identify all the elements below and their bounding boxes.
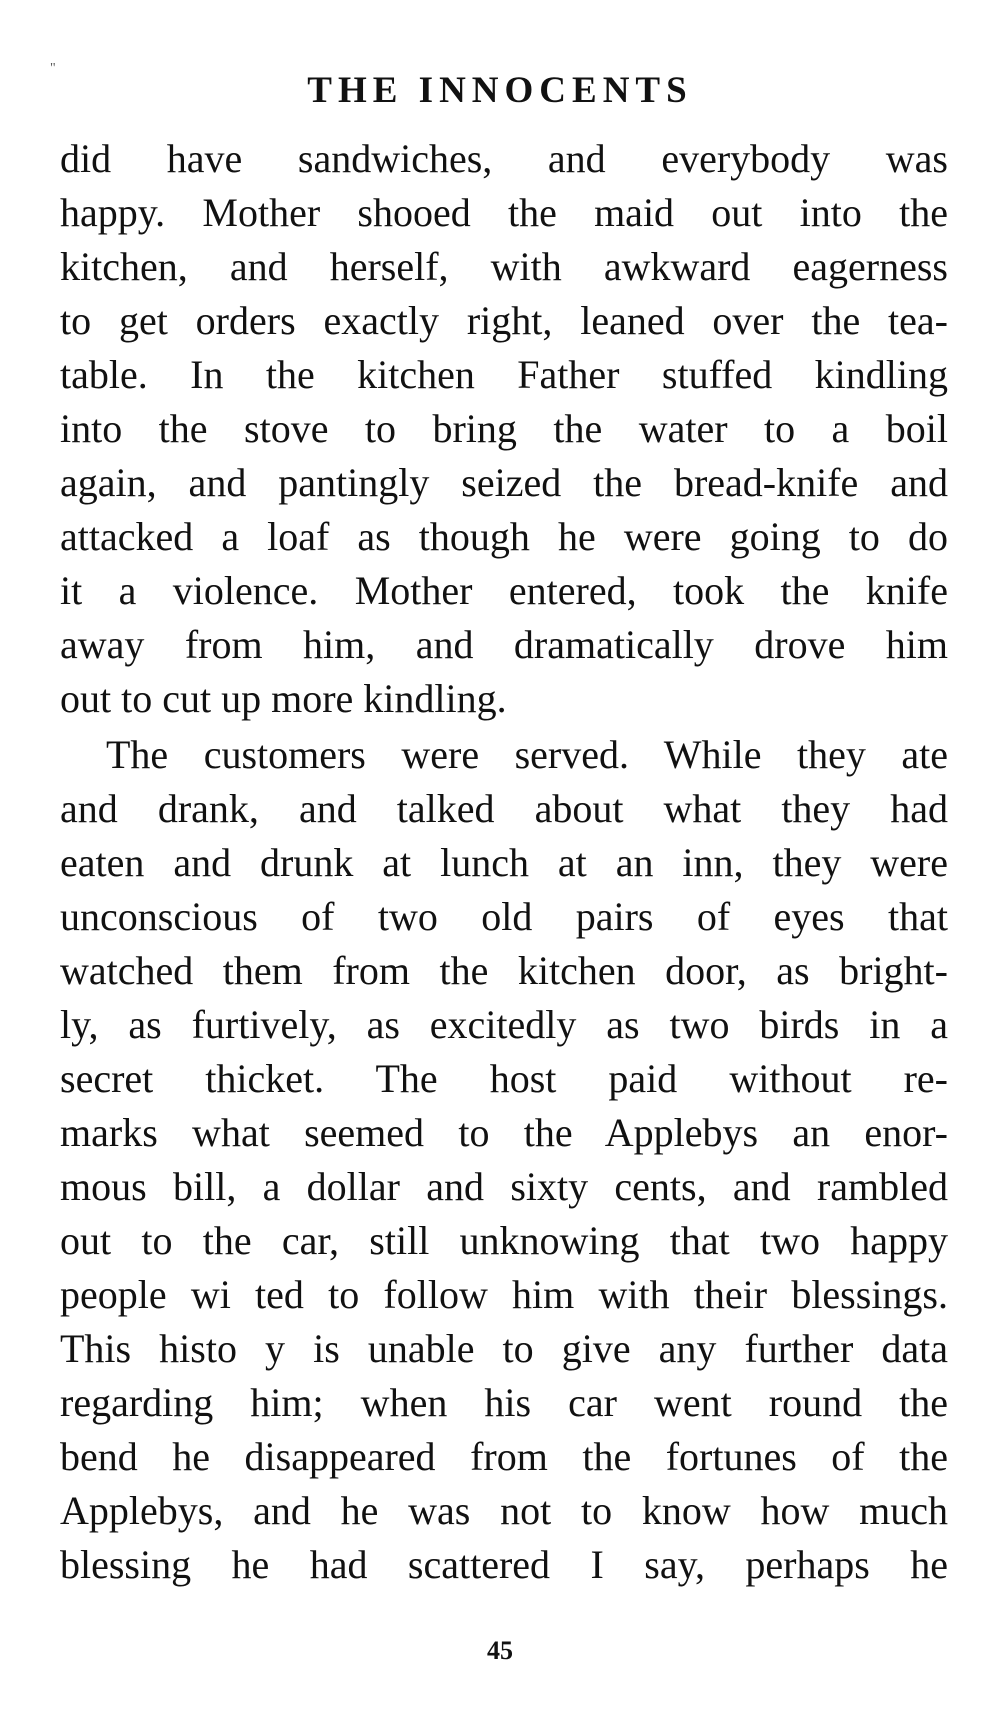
- running-head: THE INNOCENTS: [307, 70, 693, 111]
- text-line: watched them from the kitchen door, as bright-: [60, 948, 948, 993]
- page-body-text: [60, 132, 948, 1592]
- text-line: blessing he had scattered I say, perhaps he: [60, 1542, 948, 1587]
- text-line: marks what seemed to the Applebys an enor-: [60, 1110, 948, 1155]
- text-line: into the stove to bring the water to a boil: [60, 406, 948, 451]
- text-line: ly, as furtively, as excitedly as two birds in a: [60, 1002, 948, 1047]
- text-line: out to the car, still unknowing that two happy: [60, 1218, 948, 1263]
- text-line: away from him, and dramatically drove him: [60, 622, 948, 667]
- text-line: did have sandwiches, and everybody was: [60, 136, 948, 181]
- stray-ink-mark: ": [50, 61, 56, 76]
- text-line: Applebys, and he was not to know how much: [60, 1488, 948, 1533]
- text-line: mous bill, a dollar and sixty cents, and rambled: [60, 1164, 948, 1209]
- text-line: regarding him; when his car went round the: [60, 1380, 948, 1425]
- text-line: it a violence. Mother entered, took the knife: [60, 568, 948, 613]
- text-line: secret thicket. The host paid without re-: [60, 1056, 948, 1101]
- text-line: table. In the kitchen Father stuffed kindling: [60, 352, 948, 397]
- page-number: 45: [487, 1636, 513, 1665]
- paragraph: [60, 132, 948, 726]
- text-line: eaten and drunk at lunch at an inn, they were: [60, 840, 948, 885]
- text-line: happy. Mother shooed the maid out into the: [60, 190, 948, 235]
- text-line: attacked a loaf as though he were going to do: [60, 514, 948, 559]
- text-line: This histo y is unable to give any further data: [60, 1326, 948, 1371]
- text-line: again, and pantingly seized the bread-knife and: [60, 460, 948, 505]
- text-line: unconscious of two old pairs of eyes that: [60, 894, 948, 939]
- text-line: out to cut up more kindling.: [60, 676, 507, 721]
- text-line: kitchen, and herself, with awkward eagerness: [60, 244, 948, 289]
- paragraph: [60, 728, 948, 1592]
- text-line: bend he disappeared from the fortunes of the: [60, 1434, 948, 1479]
- text-line: The customers were served. While they ate: [106, 732, 948, 777]
- text-line: and drank, and talked about what they had: [60, 786, 948, 831]
- text-line: people wi ted to follow him with their blessings.: [60, 1272, 948, 1317]
- text-line: to get orders exactly right, leaned over the tea-: [60, 298, 948, 343]
